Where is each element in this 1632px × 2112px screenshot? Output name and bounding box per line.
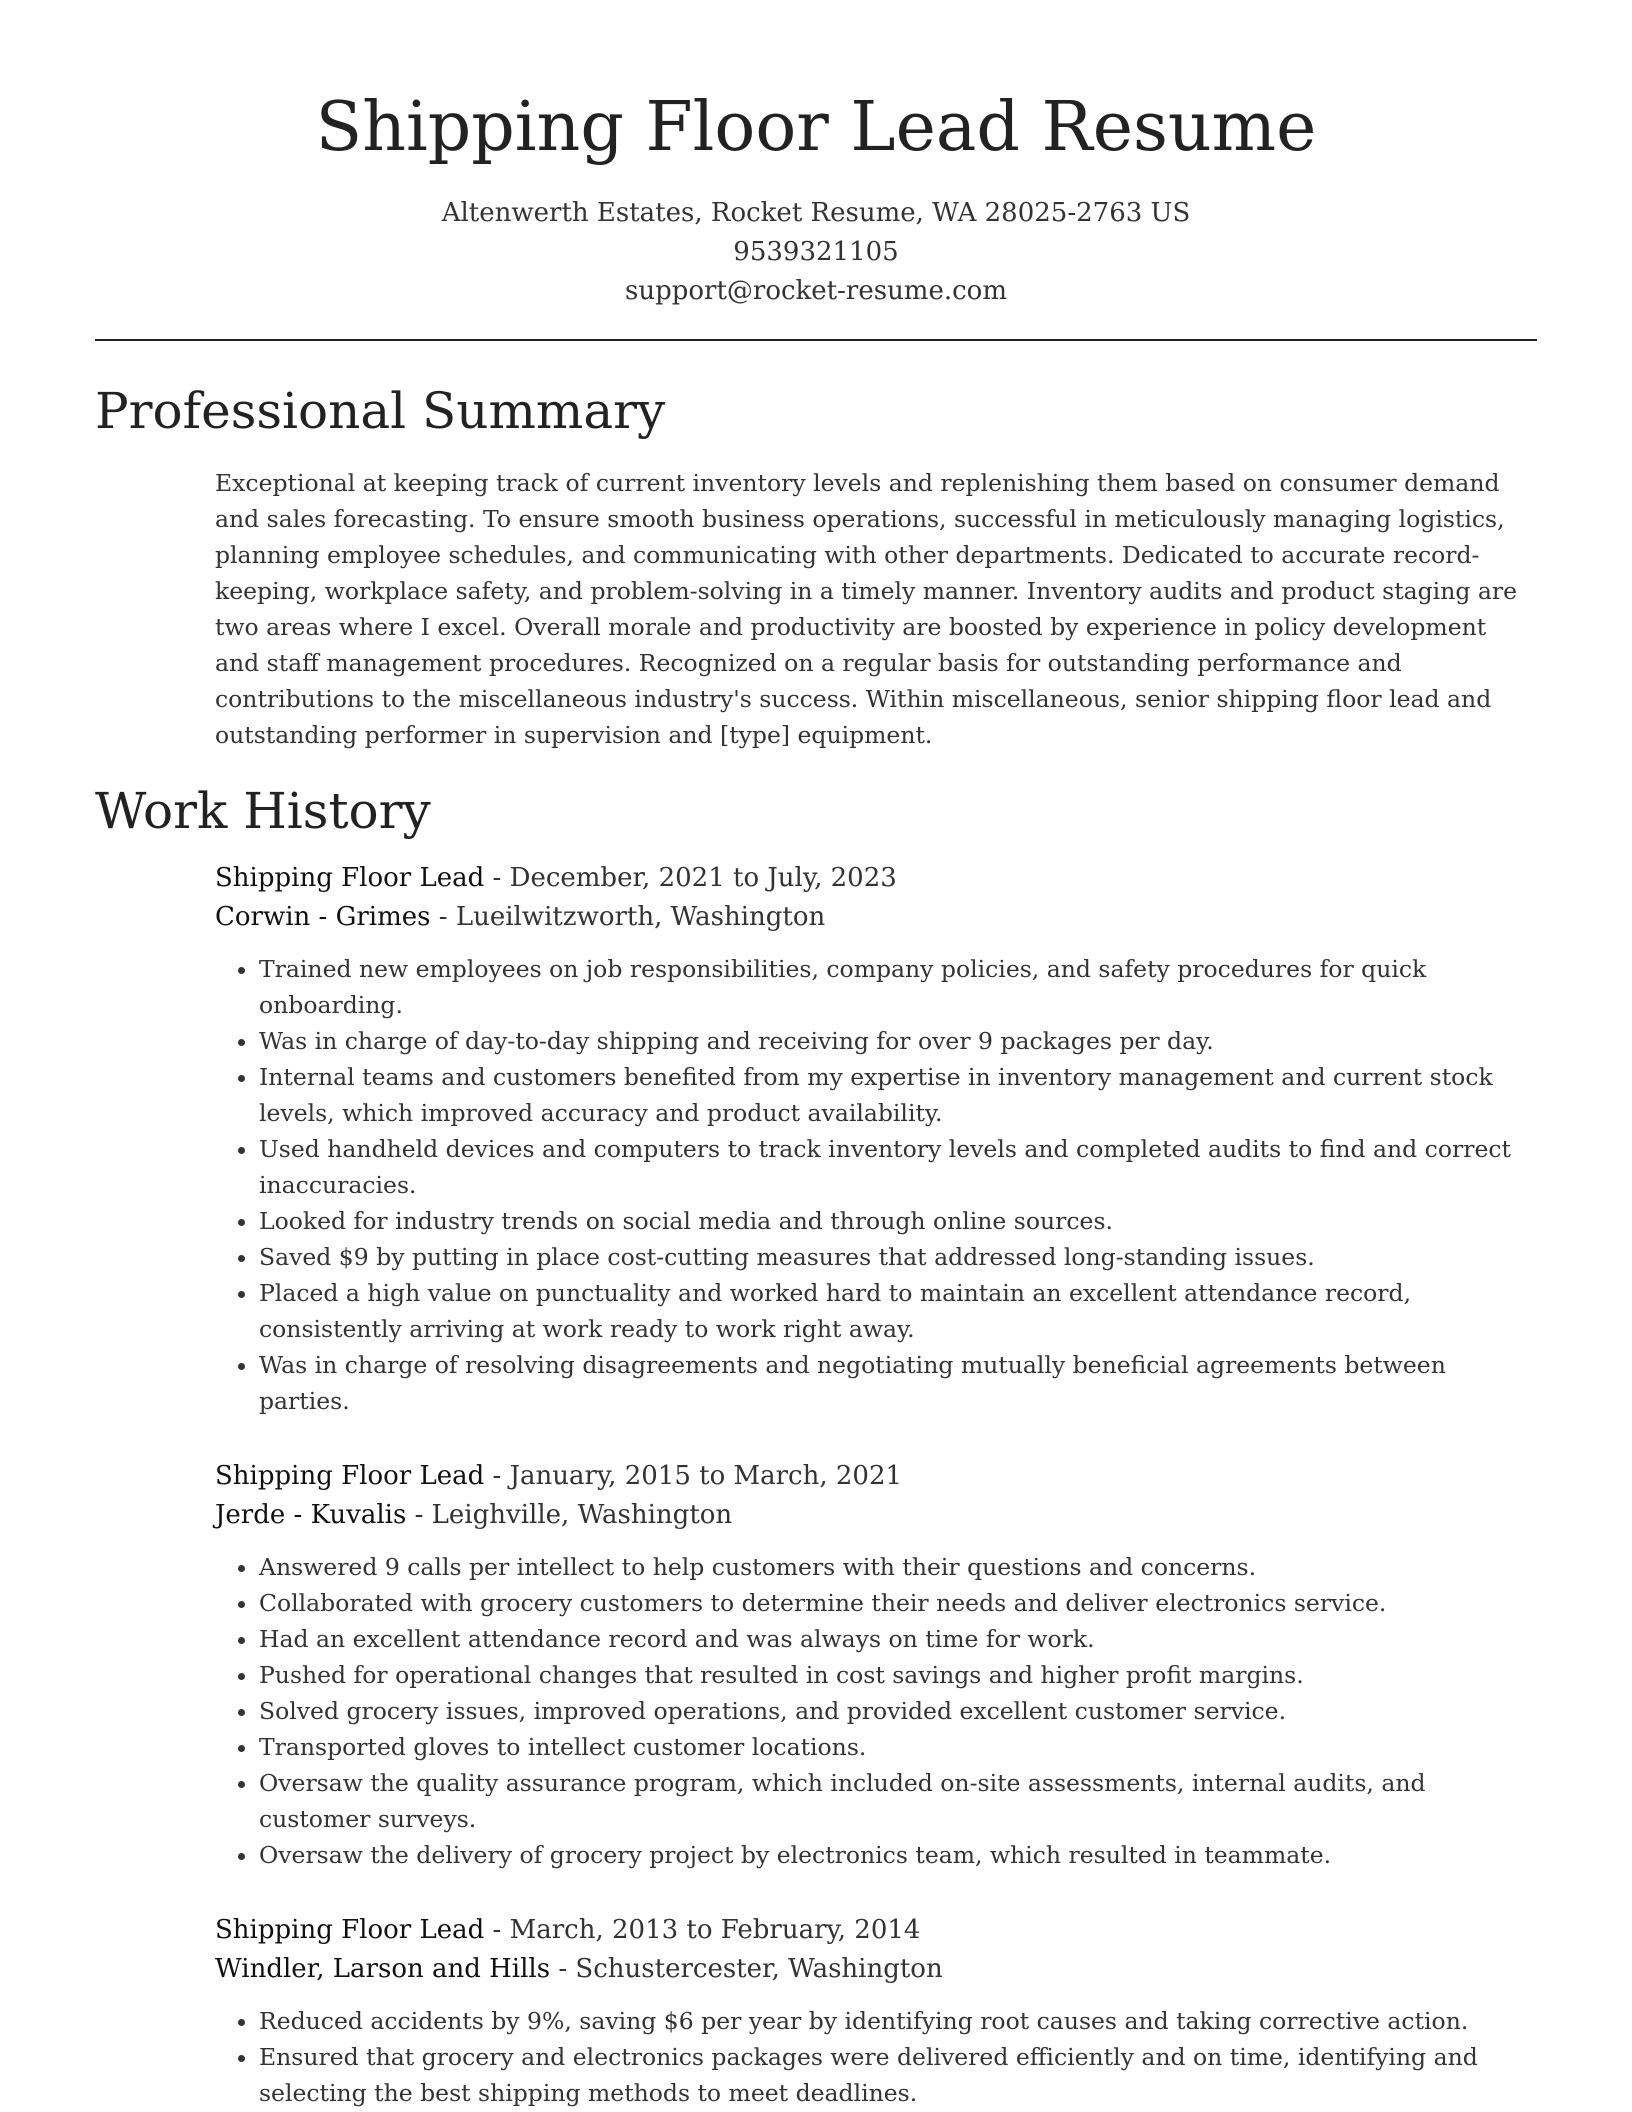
- job-company-line: [215, 1950, 1537, 1989]
- job-bullet: • Oversaw the delivery of grocery project by electronics team, which resulted in teammate.: [259, 1837, 1537, 1873]
- contact-block: [0, 194, 1632, 311]
- job-bullet: • Reduced accidents by 9%, saving $6 per year by identifying root causes and taking corrective action.: [259, 2003, 1537, 2039]
- job-bullet: • Pushed for operational changes that resulted in cost savings and higher profit margins.: [259, 1657, 1537, 1693]
- header-divider: [95, 339, 1537, 341]
- job-company-line: [215, 898, 1537, 937]
- job-bullet: • Was in charge of resolving disagreements and negotiating mutually beneficial agreements between parties.: [259, 1347, 1537, 1419]
- job-bullet: • Answered 9 calls per intellect to help customers with their questions and concerns.: [259, 1549, 1537, 1585]
- job-title: Shipping Floor Lead: [215, 1461, 485, 1491]
- job-bullet: • Solved grocery issues, improved operations, and provided excellent customer service.: [259, 1693, 1537, 1729]
- email: support@rocket-resume.com: [624, 276, 1007, 306]
- job-bullet: • Collaborated with grocery customers to determine their needs and deliver electronics service.: [259, 1585, 1537, 1621]
- work-history-heading: Work History: [95, 782, 431, 840]
- job-bullet: • Oversaw the quality assurance program, which included on-site assessments, internal audits, and customer surveys.: [259, 1765, 1537, 1837]
- job-entry: [215, 859, 1537, 1419]
- job-bullets: [215, 951, 1537, 1419]
- job-title-line: [215, 1457, 1537, 1496]
- address: Altenwerth Estates, Rocket Resume, WA 28025-2763 US: [441, 198, 1191, 228]
- job-dates: - December, 2021 to July, 2023: [484, 863, 897, 893]
- job-bullets: [215, 1549, 1537, 1873]
- job-title: Shipping Floor Lead: [215, 1915, 485, 1945]
- job-company: Windler, Larson and Hills: [215, 1954, 551, 1984]
- resume-header: [0, 0, 1632, 311]
- job-bullet: • Placed a high value on punctuality and worked hard to maintain an excellent attendance record, consistently arriving at work ready to work right away.: [259, 1275, 1537, 1347]
- job-company: Corwin - Grimes: [215, 902, 431, 932]
- job-company: Jerde - Kuvalis: [215, 1500, 407, 1530]
- job-location: - Lueilwitzworth, Washington: [430, 902, 826, 932]
- job-bullets: [215, 2003, 1537, 2111]
- job-bullet: • Looked for industry trends on social media and through online sources.: [259, 1203, 1537, 1239]
- job-bullet: • Transported gloves to intellect customer locations.: [259, 1729, 1537, 1765]
- job-dates: - January, 2015 to March, 2021: [484, 1461, 903, 1491]
- job-bullet: • Was in charge of day-to-day shipping and receiving for over 9 packages per day.: [259, 1023, 1537, 1059]
- summary-text: Exceptional at keeping track of current inventory levels and replenishing them based on consumer demand and sales forecasting. To ensure smooth business operations, successful in meticulously managing logistics, planning employee schedules, and communicating with other departments. Dedicated to accurate record-keeping, workplace safety, and problem-solving in a timely manner. Inventory audits and product staging are two areas where I excel. Overall morale and productivity are boosted by experience in policy development and staff management procedures. Recognized on a regular basis for outstanding performance and contributions to the miscellaneous industry's success. Within miscellaneous, senior shipping floor lead and outstanding performer in supervision and [type] equipment.: [215, 469, 1518, 749]
- job-bullet: • Had an excellent attendance record and was always on time for work.: [259, 1621, 1537, 1657]
- job-entry: [215, 1457, 1537, 1873]
- job-location: - Schustercester, Washington: [550, 1954, 943, 1984]
- job-title: Shipping Floor Lead: [215, 863, 485, 893]
- job-bullet: • Ensured that grocery and electronics packages were delivered efficiently and on time, identifying and selecting the best shipping methods to meet deadlines.: [259, 2039, 1537, 2111]
- phone: 9539321105: [733, 237, 899, 267]
- job-entry: [215, 1911, 1537, 2111]
- job-bullet: • Used handheld devices and computers to track inventory levels and completed audits to find and correct inaccuracies.: [259, 1131, 1537, 1203]
- job-bullet: • Trained new employees on job responsibilities, company policies, and safety procedures for quick onboarding.: [259, 951, 1537, 1023]
- job-location: - Leighville, Washington: [406, 1500, 733, 1530]
- job-company-line: [215, 1496, 1537, 1535]
- job-title-line: [215, 859, 1537, 898]
- summary-heading: Professional Summary: [95, 382, 666, 440]
- job-dates: - March, 2013 to February, 2014: [484, 1915, 921, 1945]
- job-bullet: • Saved $9 by putting in place cost-cutting measures that addressed long-standing issues.: [259, 1239, 1537, 1275]
- job-bullet: • Internal teams and customers benefited from my expertise in inventory management and current stock levels, which improved accuracy and product availability.: [259, 1059, 1537, 1131]
- job-title-line: [215, 1911, 1537, 1950]
- page-title: Shipping Floor Lead Resume: [315, 88, 1317, 167]
